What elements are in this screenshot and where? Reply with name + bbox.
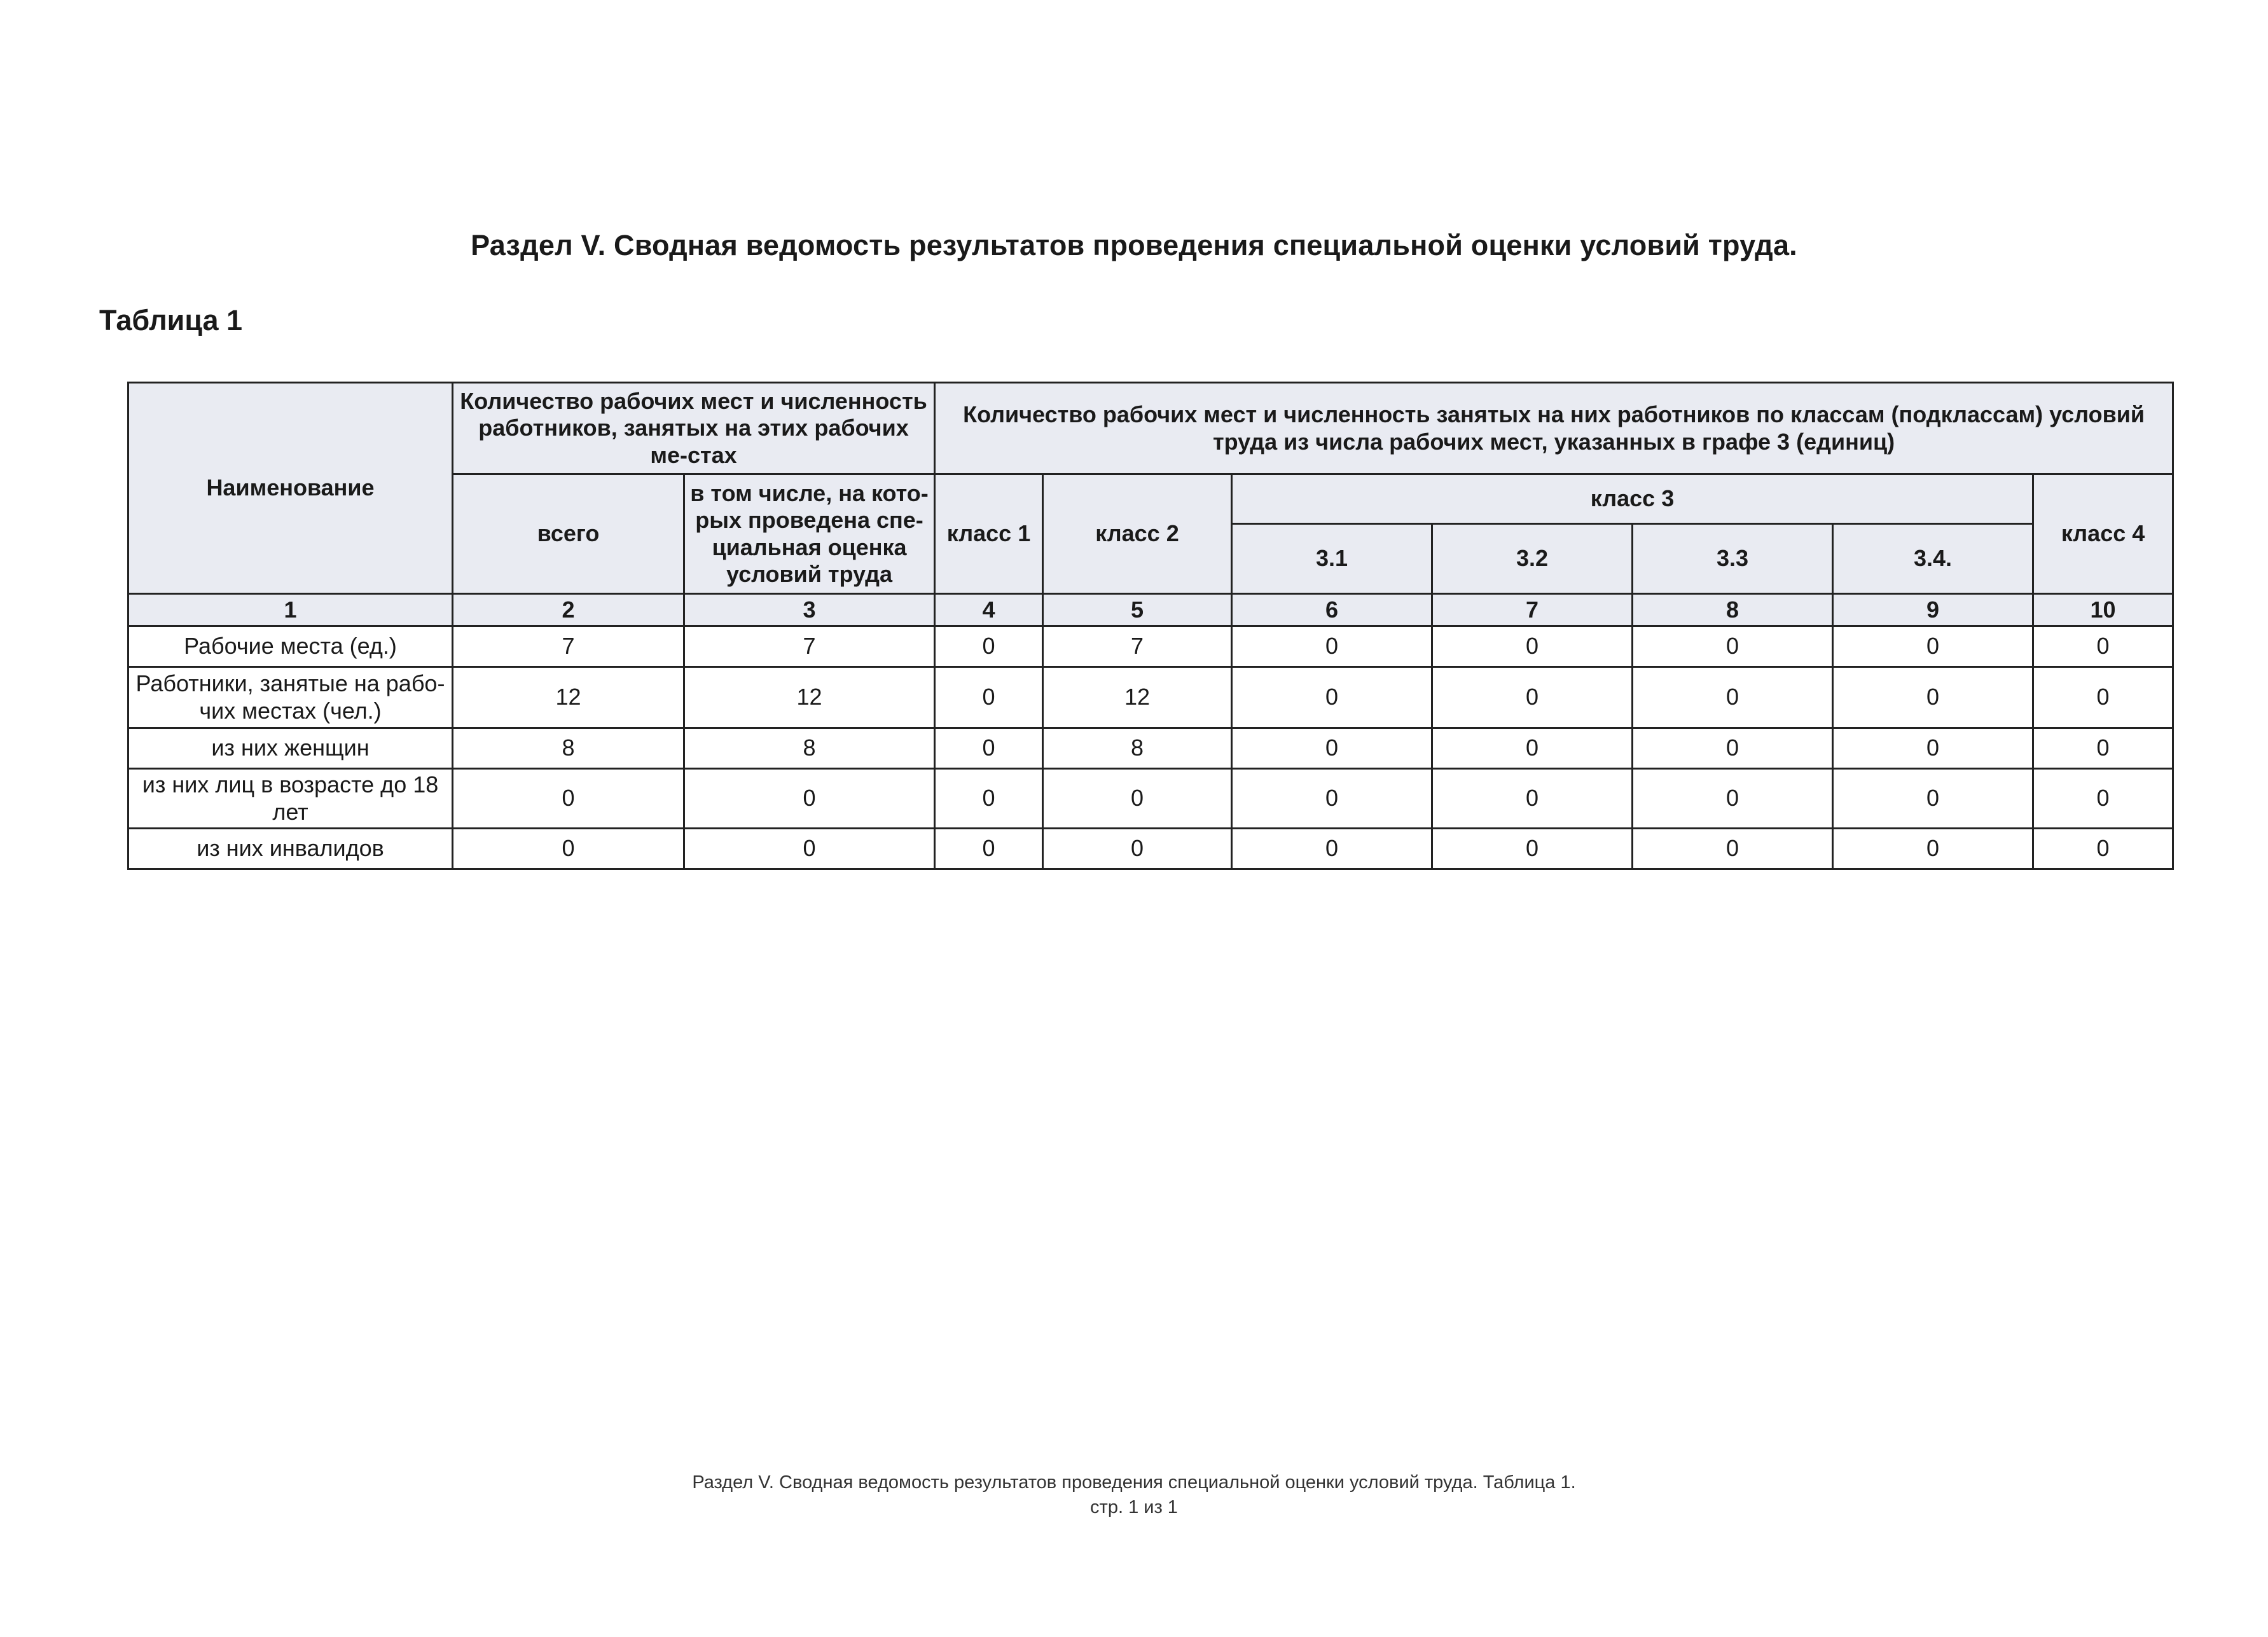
cell-value: 0	[1833, 667, 2033, 728]
header-subclass-3-4: 3.4.	[1833, 524, 2033, 594]
cell-value: 0	[1833, 728, 2033, 769]
header-class-2: класс 2	[1043, 474, 1232, 594]
cell-value: 0	[1633, 667, 1833, 728]
row-label: из них лиц в возрасте до 18 лет	[128, 769, 453, 829]
cell-value: 0	[935, 728, 1043, 769]
header-group-workplaces: Количество рабочих мест и численность работников, занятых на этих рабочих ме-стах	[453, 383, 935, 474]
cell-value: 0	[1043, 769, 1232, 829]
column-number: 9	[1833, 594, 2033, 626]
column-number: 4	[935, 594, 1043, 626]
cell-value: 12	[453, 667, 684, 728]
table-row	[128, 626, 2173, 667]
cell-value: 0	[1232, 829, 1432, 869]
column-number: 2	[453, 594, 684, 626]
column-number: 10	[2033, 594, 2173, 626]
cell-value: 0	[1432, 667, 1633, 728]
cell-value: 0	[2033, 829, 2173, 869]
cell-value: 0	[2033, 667, 2173, 728]
cell-value: 0	[1833, 769, 2033, 829]
row-label: из них инвалидов	[128, 829, 453, 869]
header-class-4: класс 4	[2033, 474, 2173, 594]
cell-value: 0	[684, 769, 935, 829]
cell-value: 0	[935, 667, 1043, 728]
cell-value: 0	[1633, 626, 1833, 667]
header-name: Наименование	[128, 383, 453, 594]
cell-value: 8	[453, 728, 684, 769]
cell-value: 0	[2033, 769, 2173, 829]
column-number: 6	[1232, 594, 1432, 626]
summary-table	[127, 382, 2174, 870]
row-label: из них женщин	[128, 728, 453, 769]
cell-value: 0	[684, 829, 935, 869]
cell-value: 0	[1633, 769, 1833, 829]
cell-value: 0	[1432, 728, 1633, 769]
cell-value: 0	[1432, 829, 1633, 869]
header-subclass-3-1: 3.1	[1232, 524, 1432, 594]
page-number: стр. 1 из 1	[1090, 1497, 1178, 1518]
page-footer	[0, 1470, 2268, 1520]
column-number-row	[128, 594, 2173, 626]
cell-value: 0	[1833, 829, 2033, 869]
header-subclass-3-2: 3.2	[1432, 524, 1633, 594]
cell-value: 7	[1043, 626, 1232, 667]
cell-value: 0	[1633, 829, 1833, 869]
cell-value: 8	[1043, 728, 1232, 769]
cell-value: 0	[453, 829, 684, 869]
cell-value: 0	[1232, 667, 1432, 728]
cell-value: 12	[684, 667, 935, 728]
cell-value: 8	[684, 728, 935, 769]
footer-caption: Раздел V. Сводная ведомость результатов проведения специальной оценки условий труда. Таблица 1.	[692, 1472, 1576, 1493]
cell-value: 0	[2033, 626, 2173, 667]
table-row	[128, 769, 2173, 829]
cell-value: 0	[1633, 728, 1833, 769]
header-group-classes: Количество рабочих мест и численность занятых на них работников по классам (подклассам) условий труда из числа рабочих мест, указанных в графе 3 (единиц)	[935, 383, 2173, 474]
column-number: 3	[684, 594, 935, 626]
cell-value: 0	[2033, 728, 2173, 769]
cell-value: 0	[453, 769, 684, 829]
table-row	[128, 667, 2173, 728]
header-total: всего	[453, 474, 684, 594]
cell-value: 12	[1043, 667, 1232, 728]
cell-value: 0	[1232, 626, 1432, 667]
column-number: 7	[1432, 594, 1633, 626]
header-class-1: класс 1	[935, 474, 1043, 594]
column-number: 5	[1043, 594, 1232, 626]
cell-value: 7	[453, 626, 684, 667]
column-number: 1	[128, 594, 453, 626]
row-label: Работники, занятые на рабо-чих местах (чел.)	[128, 667, 453, 728]
header-assessed: в том числе, на кото-рых проведена спе-циальная оценка условий труда	[684, 474, 935, 594]
cell-value: 0	[1432, 626, 1633, 667]
header-class-3: класс 3	[1232, 474, 2033, 524]
table-label: Таблица 1	[99, 304, 243, 336]
cell-value: 0	[1833, 626, 2033, 667]
cell-value: 0	[1043, 829, 1232, 869]
cell-value: 0	[935, 626, 1043, 667]
cell-value: 7	[684, 626, 935, 667]
column-number: 8	[1633, 594, 1833, 626]
cell-value: 0	[1232, 769, 1432, 829]
table-row	[128, 829, 2173, 869]
cell-value: 0	[935, 769, 1043, 829]
cell-value: 0	[935, 829, 1043, 869]
row-label: Рабочие места (ед.)	[128, 626, 453, 667]
cell-value: 0	[1432, 769, 1633, 829]
header-subclass-3-3: 3.3	[1633, 524, 1833, 594]
table-row	[128, 728, 2173, 769]
page-title: Раздел V. Сводная ведомость результатов проведения специальной оценки условий труда.	[471, 229, 1797, 261]
cell-value: 0	[1232, 728, 1432, 769]
